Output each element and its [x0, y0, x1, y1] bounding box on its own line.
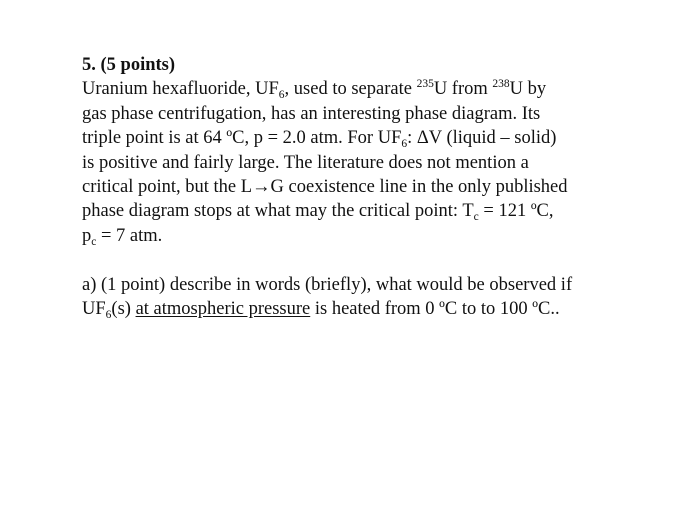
text-run: U by — [509, 79, 547, 100]
underlined-phrase: at atmospheric pressure — [135, 299, 311, 320]
subscript: 6 — [401, 138, 408, 151]
subscript: 6 — [278, 89, 285, 102]
subscript: c — [91, 235, 97, 248]
paragraph-gap — [82, 248, 682, 272]
superscript: 238 — [492, 78, 510, 91]
document-body — [82, 53, 682, 321]
problem-statement — [82, 77, 682, 248]
text-run: U from — [433, 79, 493, 100]
text-line — [82, 297, 682, 321]
text-line — [82, 77, 682, 101]
text-run: , used to separate — [284, 79, 417, 100]
subscript: c — [473, 211, 479, 224]
text-run: triple point is at 64 ºC, p = 2.0 atm. For UF — [82, 128, 402, 149]
text-run: a) (1 point) describe in words (briefly), what would be observed if — [82, 274, 573, 295]
text-line — [82, 175, 682, 199]
text-run: = 121 ºC, — [478, 201, 554, 222]
text-run: : ΔV (liquid – solid) — [407, 128, 557, 149]
text-line — [82, 199, 682, 223]
text-line — [82, 151, 682, 175]
text-run: is positive and fairly large. The literature does not mention a — [82, 152, 529, 173]
part-a-question — [82, 273, 682, 322]
text-run: (s) — [111, 299, 136, 320]
problem-heading: 5. (5 points) — [82, 55, 176, 75]
text-run: phase diagram stops at what may the critical point: T — [82, 201, 474, 222]
text-run: critical point, but the L→G coexistence line in the only published — [82, 177, 568, 198]
text-run: = 7 atm. — [96, 225, 163, 246]
subscript: 6 — [105, 309, 112, 322]
text-line — [82, 224, 682, 248]
text-run: gas phase centrifugation, has an interesting phase diagram. Its — [82, 103, 541, 124]
text-run: UF — [82, 299, 106, 320]
superscript: 235 — [416, 78, 434, 91]
text-run: p — [82, 225, 92, 246]
text-run: is heated from 0 ºC to to 100 ºC.. — [310, 299, 560, 320]
text-line — [82, 273, 682, 297]
text-line — [82, 126, 682, 150]
text-line — [82, 102, 682, 126]
text-run: Uranium hexafluoride, UF — [82, 79, 279, 100]
